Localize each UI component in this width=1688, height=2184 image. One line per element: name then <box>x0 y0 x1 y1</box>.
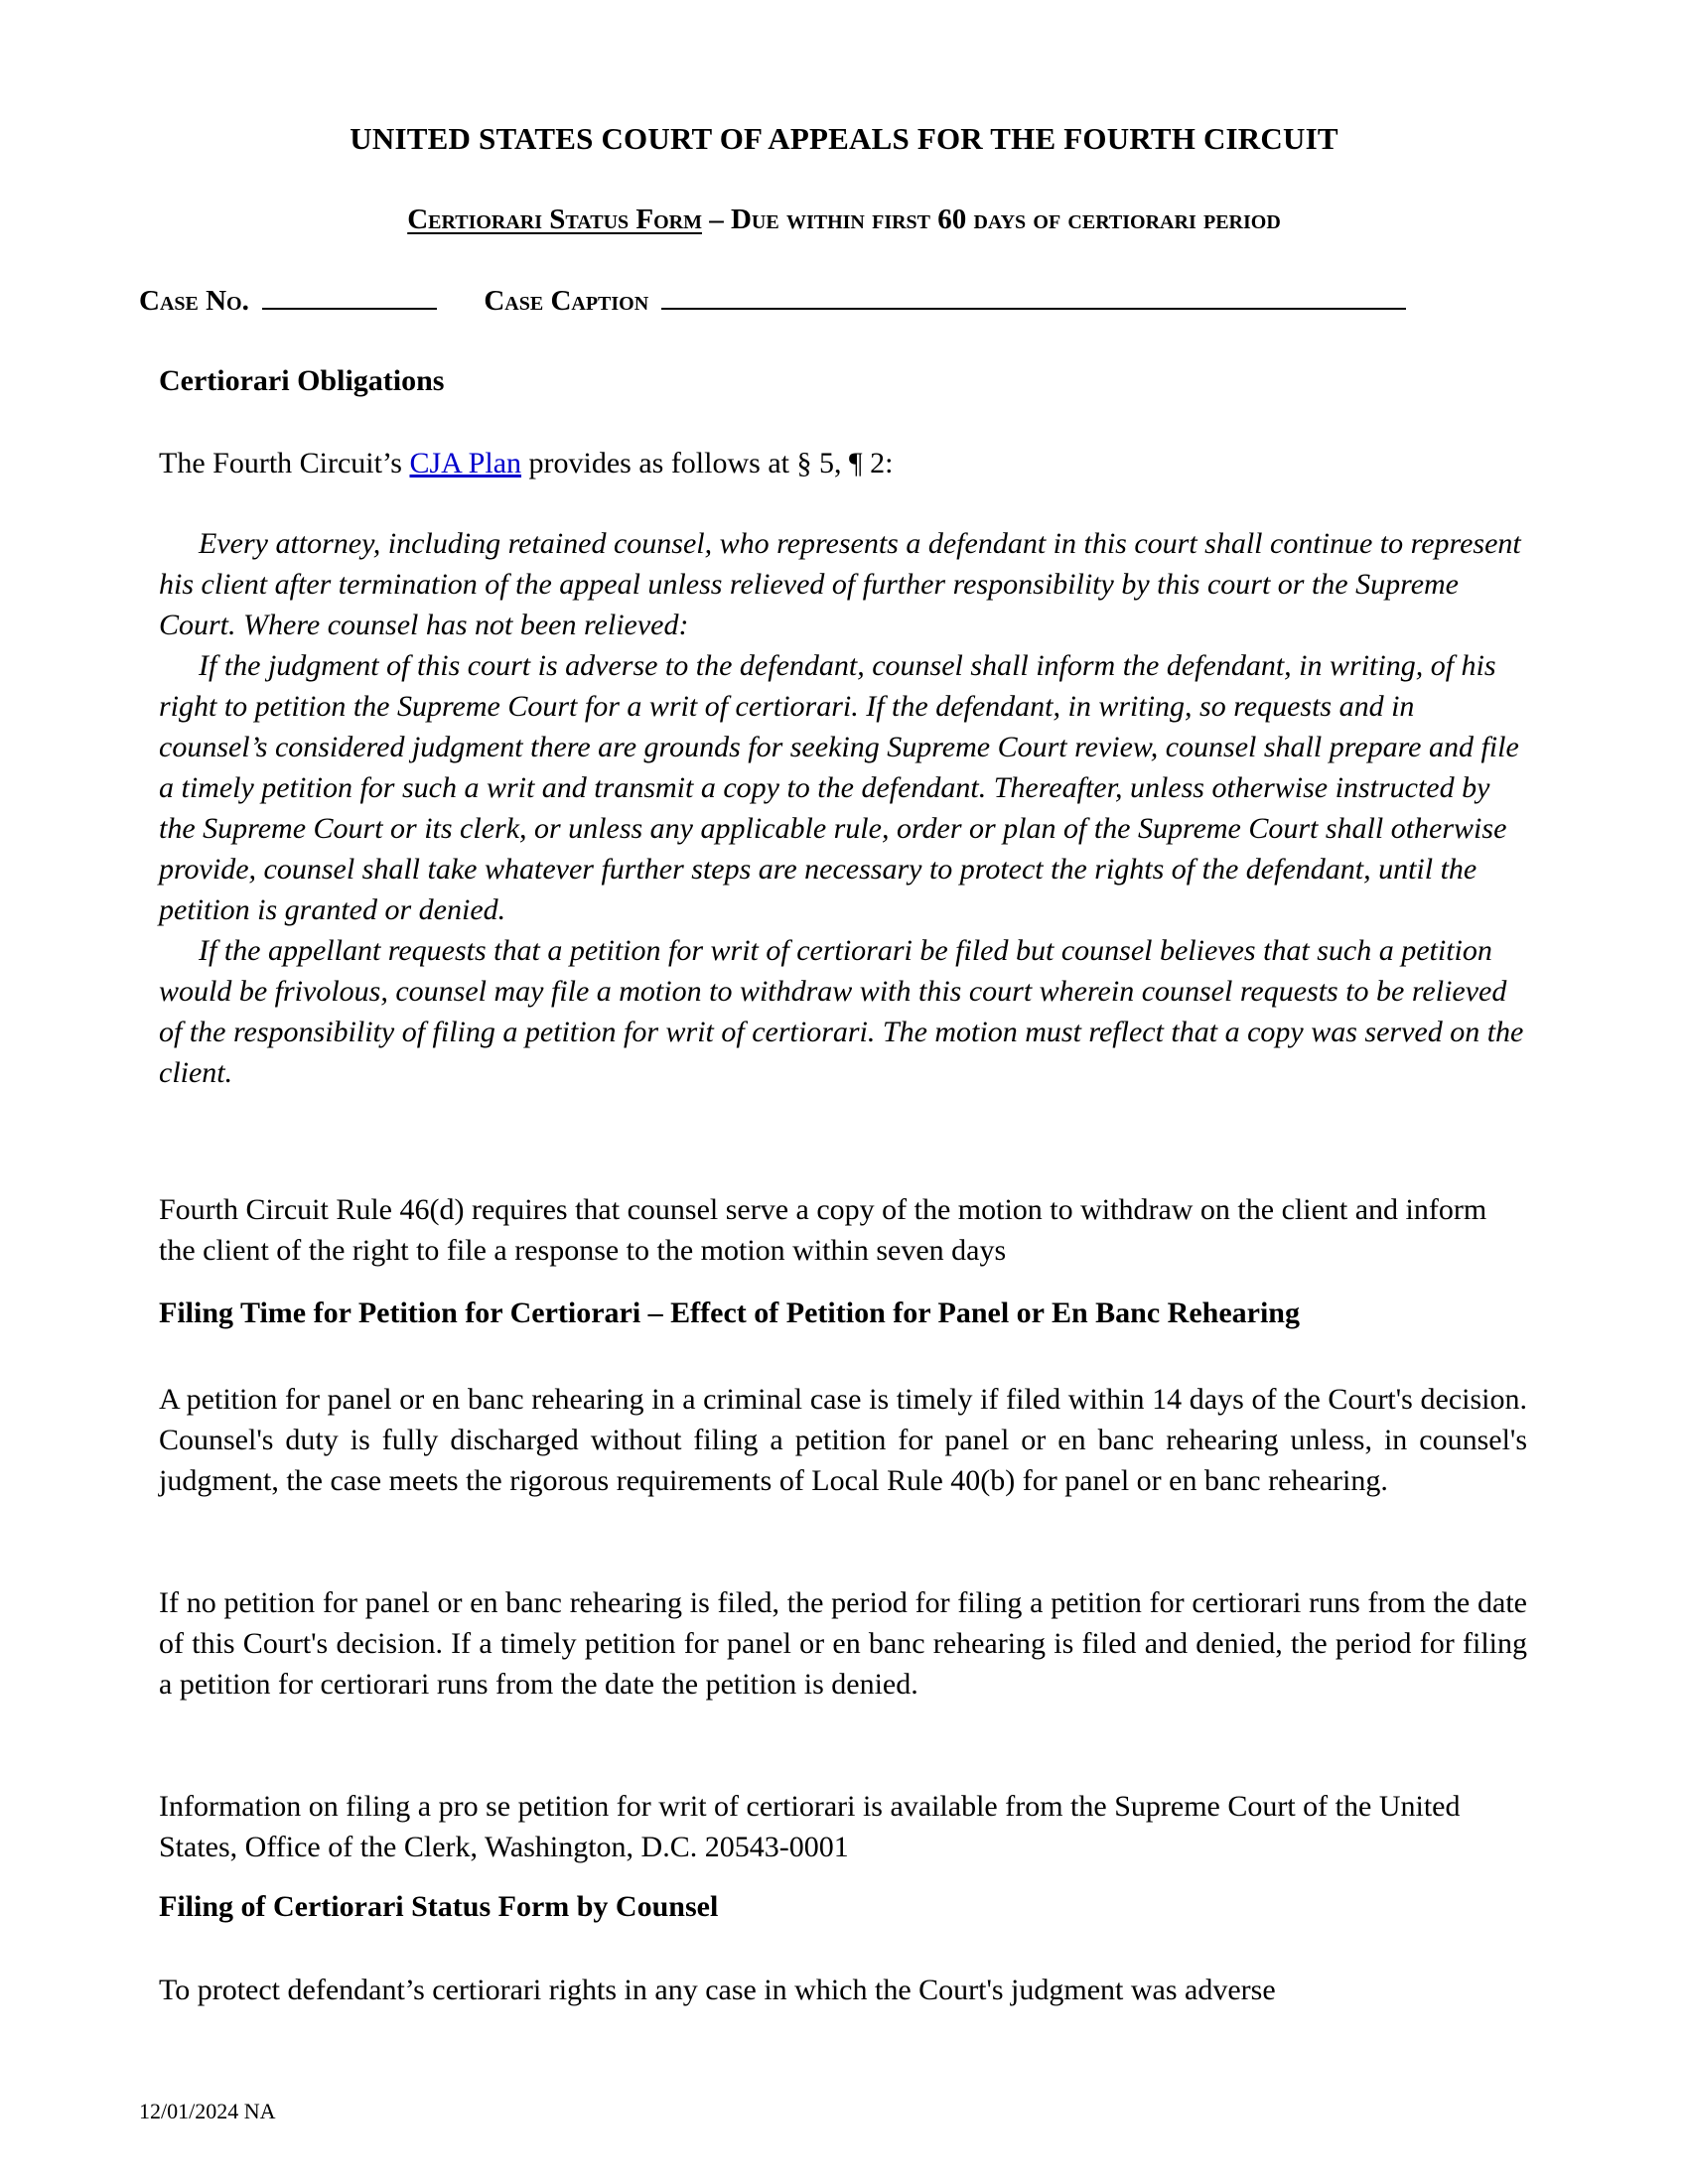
rehearing-timeliness-paragraph: A petition for panel or en banc rehearing in a criminal case is timely if filed within 14 days of the Court's decision. Counsel's duty is fully discharged without filing a petition for panel or en banc rehearing unless, in counsel's judgment, the case meets the rigorous requirements of Local Rule 40(b) for panel or en banc rehearing. <box>159 1383 1527 1497</box>
case-no-label: Case No. <box>139 285 249 317</box>
intro-text-start: The Fourth Circuit’s <box>159 447 410 479</box>
intro-text-end: provides as follows at § 5, ¶ 2: <box>521 447 894 479</box>
cja-plan-intro <box>159 443 1527 483</box>
cja-plan-quote <box>159 523 1527 1093</box>
status-form-paragraph: To protect defendant’s certiorari rights in any case in which the Court's judgment was adverse <box>159 1974 1276 2006</box>
form-subtitle <box>0 204 1688 236</box>
heading-filing-status-form: Filing of Certiorari Status Form by Counsel <box>159 1890 719 1923</box>
quote-paragraph: If the judgment of this court is adverse to the defendant, counsel shall inform the defendant, in writing, of his right to petition the Supreme Court for a writ of certiorari. If the defendant, in writing, so requests and in counsel’s considered judgment there are grounds for seeking Supreme Court review, counsel shall prepare and file a timely petition for such a writ and transmit a copy to the defendant. Thereafter, unless otherwise instructed by the Supreme Court or its clerk, or unless any applicable rule, order or plan of the Supreme Court shall otherwise provide, counsel shall take whatever further steps are necessary to protect the rights of the defendant, until the petition is granted or denied. <box>159 649 1519 926</box>
pro-se-info-paragraph: Information on filing a pro se petition for writ of certiorari is available from the Supreme Court of the United States, Office of the Clerk, Washington, D.C. 20543-0001 <box>159 1790 1461 1863</box>
case-caption-label: Case Caption <box>484 285 649 317</box>
quote-paragraph: Every attorney, including retained counsel, who represents a defendant in this court shall continue to represent his client after termination of the appeal unless relieved of further responsibility by this court or the Supreme Court. Where counsel has not been relieved: <box>159 527 1521 641</box>
form-due-note: – Due within first 60 days of certiorari period <box>701 204 1281 235</box>
cja-plan-link[interactable]: CJA Plan <box>409 447 522 479</box>
case-fields-row <box>139 282 1406 318</box>
heading-filing-time: Filing Time for Petition for Certiorari – Effect of Petition for Panel or En Banc Rehearing <box>159 1297 1300 1329</box>
revision-date: 12/01/2024 NA <box>139 2099 276 2123</box>
form-name: Certiorari Status Form <box>407 204 702 235</box>
court-title: UNITED STATES COURT OF APPEALS FOR THE FOURTH CIRCUIT <box>350 121 1338 156</box>
rule-46d-paragraph: Fourth Circuit Rule 46(d) requires that counsel serve a copy of the motion to withdraw on the client and inform the client of the right to file a response to the motion within seven days <box>159 1193 1487 1267</box>
case-caption-field[interactable] <box>661 282 1406 310</box>
quote-paragraph: If the appellant requests that a petition for writ of certiorari be filed but counsel believes that such a petition would be frivolous, counsel may file a motion to withdraw with this court wherein counsel requests to be relieved of the responsibility of filing a petition for writ of certiorari. The motion must reflect that a copy was served on the client. <box>159 934 1524 1089</box>
certiorari-period-paragraph: If no petition for panel or en banc rehearing is filed, the period for filing a petition for certiorari runs from the date of this Court's decision. If a timely petition for panel or en banc rehearing is filed and denied, the period for filing a petition for certiorari runs from the date the petition is denied. <box>159 1586 1527 1701</box>
case-no-field[interactable] <box>262 282 437 310</box>
heading-certiorari-obligations: Certiorari Obligations <box>159 364 445 397</box>
